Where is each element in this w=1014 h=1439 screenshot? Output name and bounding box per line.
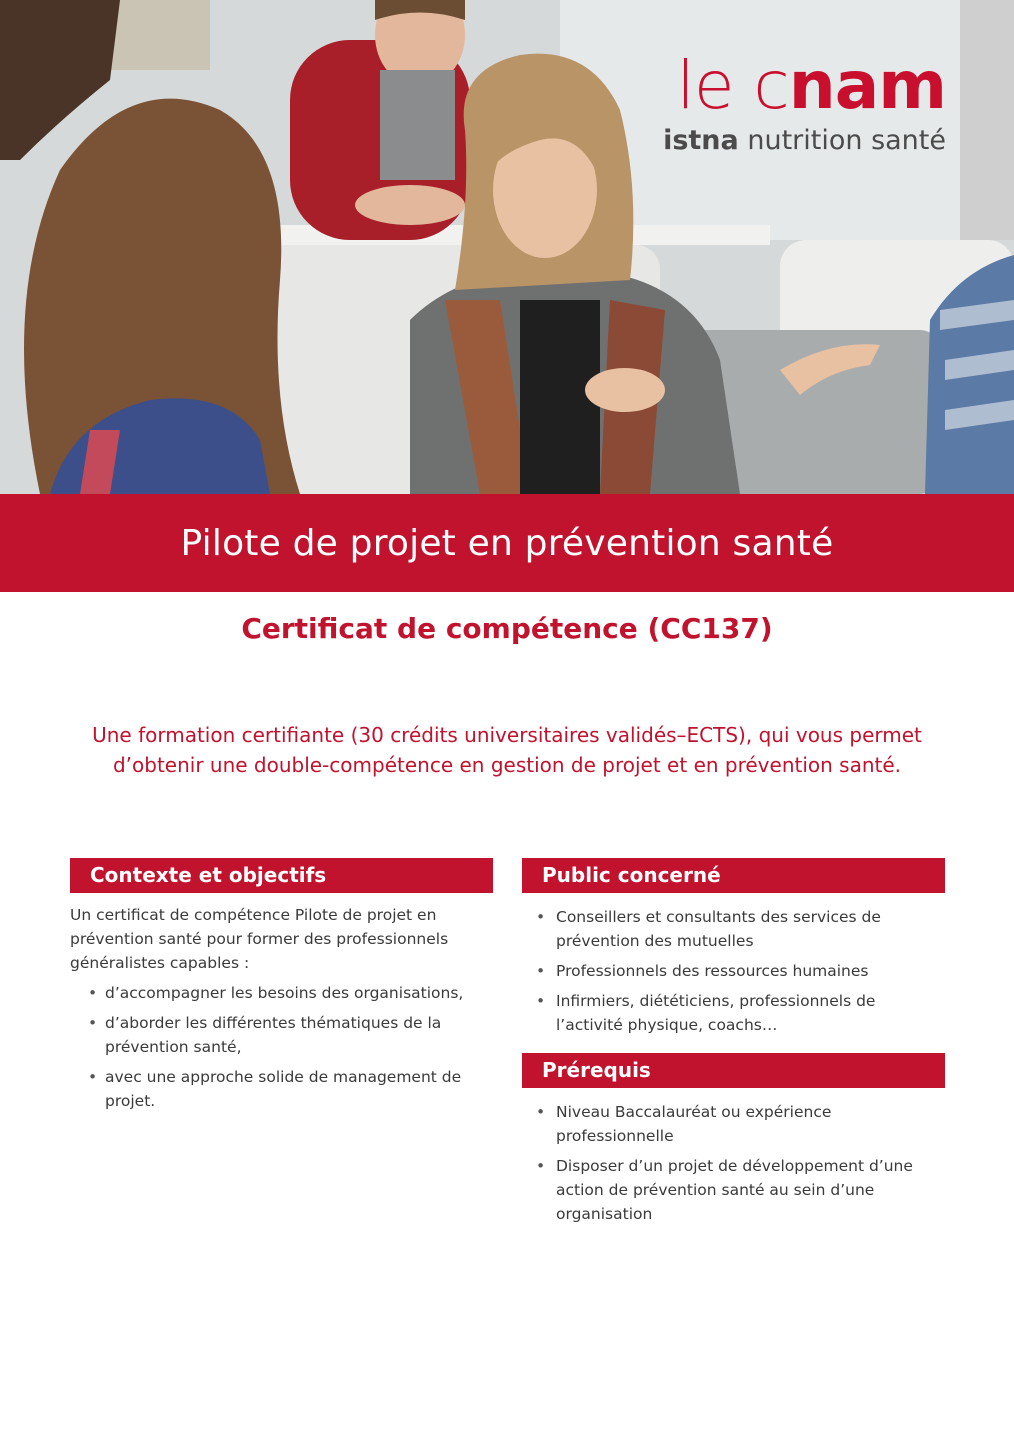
contexte-list [70, 981, 493, 1113]
logo-wordmark [663, 47, 946, 124]
section-body-public [522, 905, 945, 1037]
list-item: • Disposer d’un projet de développement d’une action de prévention santé au sein d’une organisation [522, 1154, 945, 1226]
intro-text: Une formation certifiante (30 crédits universitaires validés–ECTS), qui vous permet d’obtenir une double-compétence en gestion de projet et en prévention santé. [92, 723, 922, 777]
list-item: • Infirmiers, diététiciens, professionnels de l’activité physique, coachs… [522, 989, 945, 1037]
list-item: • Niveau Baccalauréat ou expérience professionnelle [522, 1100, 945, 1148]
section-heading-prerequis: Prérequis [522, 1053, 945, 1088]
logo-wordmark-bold: nam [788, 47, 946, 124]
list-item: • Conseillers et consultants des services de prévention des mutuelles [522, 905, 945, 953]
list-item: • d’aborder les différentes thématiques de la prévention santé, [70, 1011, 493, 1059]
section-contexte [70, 858, 493, 1119]
list-item: • d’accompagner les besoins des organisations, [70, 981, 493, 1005]
page-subtitle: Certificat de compétence (CC137) [241, 612, 773, 645]
cnam-logo [663, 47, 946, 158]
title-band [0, 494, 1014, 592]
section-body-contexte [70, 903, 493, 1113]
list-item: • Professionnels des ressources humaines [522, 959, 945, 983]
right-column [522, 858, 945, 1232]
prerequis-list [522, 1100, 945, 1226]
section-body-prerequis [522, 1100, 945, 1226]
public-list [522, 905, 945, 1037]
section-heading-contexte: Contexte et objectifs [70, 858, 493, 893]
list-item: • avec une approche solide de management de projet. [70, 1065, 493, 1113]
logo-wordmark-light: le c [676, 47, 789, 124]
section-heading-public: Public concerné [522, 858, 945, 893]
contexte-text: Un certificat de compétence Pilote de projet en prévention santé pour former des professionnels généralistes capables : [70, 906, 449, 972]
page-title: Pilote de projet en prévention santé [180, 522, 834, 564]
logo-sub-istna: istna [663, 125, 739, 156]
logo-subline [663, 124, 946, 158]
logo-sub-rest: nutrition santé [738, 125, 946, 156]
